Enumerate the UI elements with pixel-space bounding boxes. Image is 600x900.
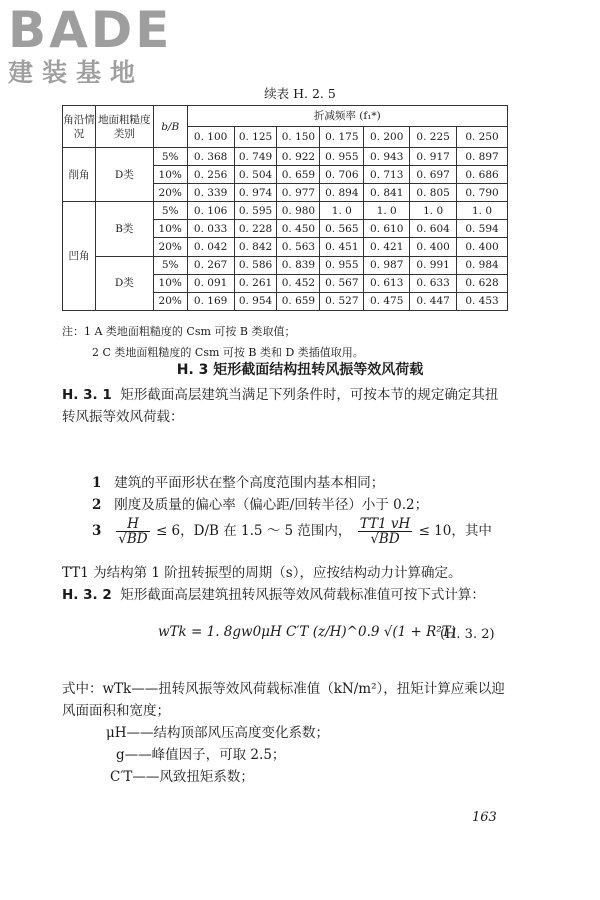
value-cell: 0. 475 bbox=[364, 292, 410, 310]
value-cell: 0. 452 bbox=[277, 274, 320, 292]
freq-header-cell: 0. 225 bbox=[410, 127, 457, 148]
clause-h31 bbox=[62, 384, 508, 428]
value-cell: 0. 922 bbox=[277, 148, 320, 166]
value-cell: 1. 0 bbox=[457, 202, 508, 220]
definitions-intro: 式中： bbox=[62, 681, 103, 697]
header-frequency-group: 折减频率 (f₁*) bbox=[187, 106, 507, 127]
value-cell: 0. 894 bbox=[320, 184, 364, 202]
header-bB: b/B bbox=[153, 106, 187, 148]
value-cell: 1. 0 bbox=[364, 202, 410, 220]
roughness-cell: D类 bbox=[95, 148, 153, 202]
definition-1-block bbox=[62, 678, 508, 722]
value-cell: 0. 954 bbox=[234, 292, 277, 310]
freq-header-cell: 0. 125 bbox=[234, 127, 277, 148]
bB-cell: 5% bbox=[153, 148, 187, 166]
value-cell: 0. 955 bbox=[320, 148, 364, 166]
condition-2 bbox=[92, 494, 512, 516]
definition-3: g——峰值因子，可取 2.5； bbox=[116, 747, 286, 763]
table-body bbox=[63, 148, 508, 311]
value-cell: 1. 0 bbox=[410, 202, 457, 220]
value-cell: 0. 697 bbox=[410, 166, 457, 184]
clause-h31-number: H. 3. 1 bbox=[62, 387, 112, 403]
value-cell: 0. 421 bbox=[364, 238, 410, 256]
freq-header-cell: 0. 175 bbox=[320, 127, 364, 148]
value-cell: 0. 400 bbox=[457, 238, 508, 256]
value-cell: 0. 453 bbox=[457, 292, 508, 310]
value-cell: 0. 974 bbox=[234, 184, 277, 202]
reduction-table bbox=[62, 105, 508, 311]
freq-header-cell: 0. 250 bbox=[457, 127, 508, 148]
value-cell: 0. 897 bbox=[457, 148, 508, 166]
value-cell: 0. 586 bbox=[234, 256, 277, 274]
condition-2-number: 2 bbox=[92, 497, 102, 513]
value-cell: 0. 042 bbox=[187, 238, 234, 256]
value-cell: 0. 565 bbox=[320, 220, 364, 238]
value-cell: 0. 447 bbox=[410, 292, 457, 310]
value-cell: 0. 991 bbox=[410, 256, 457, 274]
fraction-1-denominator: √BD bbox=[118, 531, 148, 547]
roughness-cell: D类 bbox=[95, 256, 153, 310]
freq-header-cell: 0. 100 bbox=[187, 127, 234, 148]
condition-3-middle: ≤ 6，D/B 在 1.5 ～ 5 范围内， bbox=[155, 523, 352, 539]
bB-cell: 20% bbox=[153, 292, 187, 310]
header-corner: 角沿情况 bbox=[63, 106, 96, 148]
value-cell: 0. 633 bbox=[410, 274, 457, 292]
value-cell: 0. 977 bbox=[277, 184, 320, 202]
table-row bbox=[63, 148, 508, 166]
value-cell: 0. 841 bbox=[364, 184, 410, 202]
value-cell: 0. 604 bbox=[410, 220, 457, 238]
value-cell: 0. 943 bbox=[364, 148, 410, 166]
fraction-2-numerator: TT1 vH bbox=[359, 516, 411, 532]
value-cell: 0. 659 bbox=[277, 292, 320, 310]
bB-cell: 20% bbox=[153, 184, 187, 202]
value-cell: 0. 659 bbox=[277, 166, 320, 184]
bB-cell: 5% bbox=[153, 202, 187, 220]
clause-h32-number: H. 3. 2 bbox=[62, 587, 112, 603]
page-number: 163 bbox=[472, 810, 497, 825]
note-2: 2 C 类地面粗糙度的 Csm 可按 B 类和 D 类插值取用。 bbox=[92, 346, 364, 359]
corner-cell: 削角 bbox=[63, 148, 96, 202]
condition-1-number: 1 bbox=[92, 475, 102, 491]
value-cell: 0. 955 bbox=[320, 256, 364, 274]
value-cell: 1. 0 bbox=[320, 202, 364, 220]
value-cell: 0. 563 bbox=[277, 238, 320, 256]
table-row bbox=[63, 202, 508, 220]
bB-cell: 10% bbox=[153, 274, 187, 292]
value-cell: 0. 267 bbox=[187, 256, 234, 274]
bB-cell: 10% bbox=[153, 220, 187, 238]
header-roughness: 地面粗糙度类别 bbox=[95, 106, 153, 148]
value-cell: 0. 706 bbox=[320, 166, 364, 184]
condition-3-continued: TT1 为结构第 1 阶扭转振型的周期（s），应按结构动力计算确定。 bbox=[62, 565, 462, 581]
definition-4: C′T——风致扭矩系数； bbox=[110, 769, 254, 785]
value-cell: 0. 567 bbox=[320, 274, 364, 292]
value-cell: 0. 839 bbox=[277, 256, 320, 274]
freq-header-cell: 0. 200 bbox=[364, 127, 410, 148]
fraction-2-denominator: √BD bbox=[370, 531, 400, 547]
value-cell: 0. 368 bbox=[187, 148, 234, 166]
value-cell: 0. 628 bbox=[457, 274, 508, 292]
roughness-cell: B类 bbox=[95, 202, 153, 256]
value-cell: 0. 790 bbox=[457, 184, 508, 202]
condition-1 bbox=[92, 472, 512, 494]
clause-h31-text: 矩形截面高层建筑当满足下列条件时，可按本节的规定确定其扭转风振等效风荷载： bbox=[62, 387, 499, 425]
clause-h32 bbox=[62, 584, 508, 606]
value-cell: 0. 033 bbox=[187, 220, 234, 238]
value-cell: 0. 595 bbox=[234, 202, 277, 220]
value-cell: 0. 842 bbox=[234, 238, 277, 256]
value-cell: 0. 749 bbox=[234, 148, 277, 166]
value-cell: 0. 339 bbox=[187, 184, 234, 202]
notes-label: 注： bbox=[62, 325, 84, 338]
value-cell: 0. 261 bbox=[234, 274, 277, 292]
section-title: H. 3 矩形截面结构扭转风振等效风荷载 bbox=[176, 362, 424, 378]
value-cell: 0. 451 bbox=[320, 238, 364, 256]
value-cell: 0. 400 bbox=[410, 238, 457, 256]
bB-cell: 20% bbox=[153, 238, 187, 256]
condition-3-end: ≤ 10，其中 bbox=[418, 523, 492, 539]
bB-cell: 5% bbox=[153, 256, 187, 274]
value-cell: 0. 450 bbox=[277, 220, 320, 238]
table-caption: 续表 H. 2. 5 bbox=[264, 86, 336, 101]
value-cell: 0. 980 bbox=[277, 202, 320, 220]
value-cell: 0. 228 bbox=[234, 220, 277, 238]
fraction-h-over-sqrt-bd bbox=[116, 517, 149, 546]
table-row bbox=[63, 256, 508, 274]
value-cell: 0. 686 bbox=[457, 166, 508, 184]
table-notes bbox=[62, 321, 364, 363]
value-cell: 0. 613 bbox=[364, 274, 410, 292]
equation-number: (H. 3. 2) bbox=[440, 627, 495, 642]
definition-1: wTk——扭转风振等效风荷载标准值（kN/m²），扭矩计算应乘以迎风面面积和宽度； bbox=[62, 681, 505, 719]
condition-3-number: 3 bbox=[92, 523, 102, 539]
condition-1-text: 建筑的平面形状在整个高度范围内基本相同； bbox=[114, 475, 385, 491]
definition-2: μH——结构顶部风压高度变化系数； bbox=[106, 725, 330, 741]
value-cell: 0. 091 bbox=[187, 274, 234, 292]
note-1: 1 A 类地面粗糙度的 Csm 可按 B 类取值； bbox=[84, 325, 296, 338]
value-cell: 0. 713 bbox=[364, 166, 410, 184]
value-cell: 0. 256 bbox=[187, 166, 234, 184]
value-cell: 0. 169 bbox=[187, 292, 234, 310]
value-cell: 0. 594 bbox=[457, 220, 508, 238]
logo-sub-text: 建装基地 bbox=[8, 58, 145, 87]
value-cell: 0. 984 bbox=[457, 256, 508, 274]
value-cell: 0. 805 bbox=[410, 184, 457, 202]
value-cell: 0. 987 bbox=[364, 256, 410, 274]
logo bbox=[8, 1, 178, 92]
clause-h32-text: 矩形截面高层建筑扭转风振等效风荷载标准值可按下式计算： bbox=[120, 587, 485, 603]
logo-main-text: BADE bbox=[8, 1, 173, 59]
value-cell: 0. 527 bbox=[320, 292, 364, 310]
condition-3 bbox=[92, 514, 522, 548]
value-cell: 0. 504 bbox=[234, 166, 277, 184]
value-cell: 0. 917 bbox=[410, 148, 457, 166]
bB-cell: 10% bbox=[153, 166, 187, 184]
fraction-1-numerator: H bbox=[116, 517, 149, 532]
value-cell: 0. 106 bbox=[187, 202, 234, 220]
fraction-t-v-over-sqrt-bd bbox=[358, 517, 413, 546]
formula-h32: wTk = 1. 8gw0μH C′T (z/H)^0.9 √(1 + R²T) bbox=[158, 624, 456, 640]
corner-cell: 凹角 bbox=[63, 202, 96, 311]
condition-2-text: 刚度及质量的偏心率（偏心距/回转半径）小于 0.2； bbox=[114, 497, 429, 513]
value-cell: 0. 610 bbox=[364, 220, 410, 238]
freq-header-cell: 0. 150 bbox=[277, 127, 320, 148]
